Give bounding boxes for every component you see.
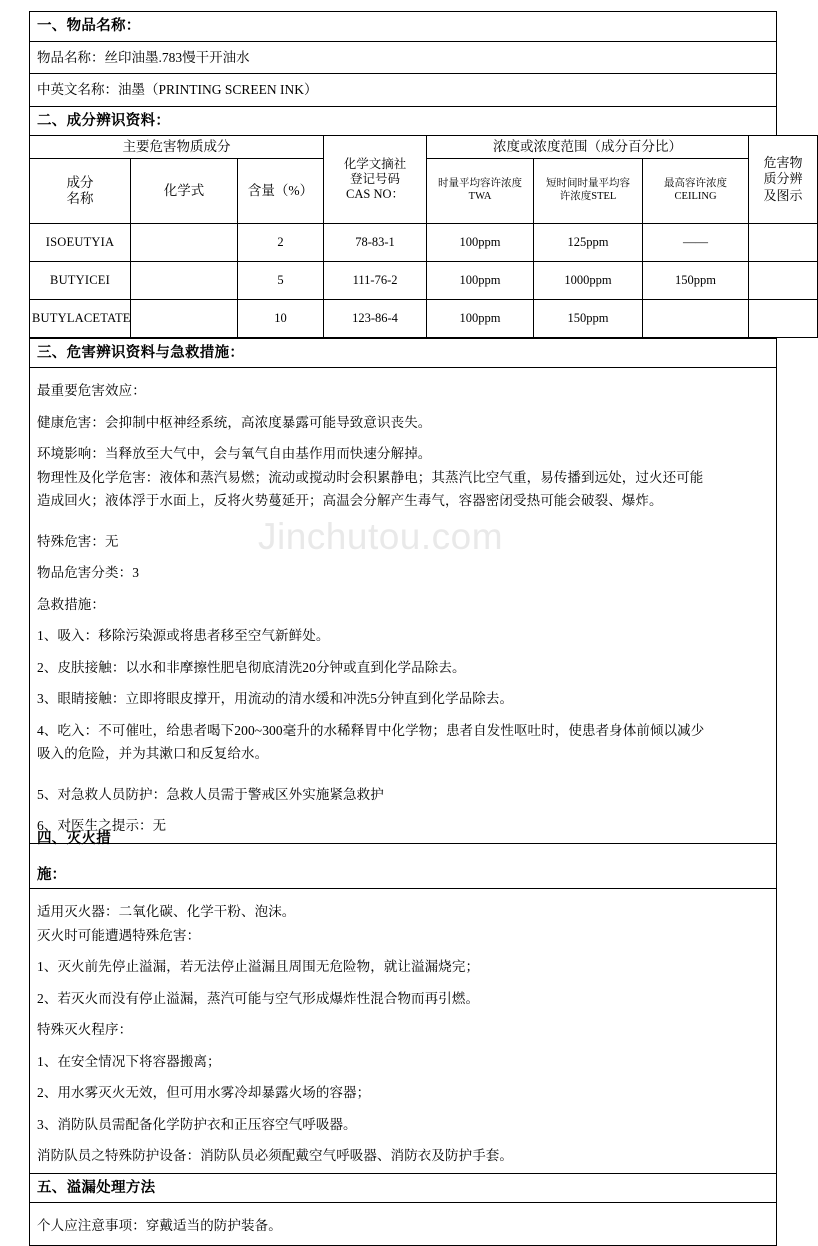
composition-table-block xyxy=(29,135,803,338)
product-name-block xyxy=(29,41,777,74)
table-row xyxy=(30,299,818,337)
spacer xyxy=(37,761,769,788)
special-firefighting-procedure-label: 特殊灭火程序： xyxy=(37,1022,133,1038)
table-header-row-group xyxy=(30,136,818,159)
th-twa-line1: 时量平均容许浓度 xyxy=(438,178,523,190)
cell-component-name: ISOEUTYIA xyxy=(30,223,131,261)
extinguisher-suitable: 适用灭火器：二氧化碳、化学干粉、泡沫。 xyxy=(37,904,296,920)
th-hazard-symbol-line3: 及图示 xyxy=(763,187,803,203)
section-1-heading: 一、物品名称： xyxy=(37,18,141,34)
th-chemical-formula: 化学式 xyxy=(131,158,238,223)
section-4-body xyxy=(29,888,777,1173)
spacer xyxy=(37,1005,769,1023)
cell-ceiling: 150ppm xyxy=(643,261,749,299)
cell-hazard-symbol xyxy=(749,223,818,261)
spacer xyxy=(37,1163,769,1167)
first-aid-responder-protection: 5、对急救人员防护：急救人员需于警戒区外实施紧急救护 xyxy=(37,786,384,802)
firefighting-procedure-3: 3、消防队员需配备化学防护衣和正压容空气呼吸器。 xyxy=(37,1116,357,1132)
section-4-heading-block xyxy=(29,830,777,889)
product-name: 物品名称：丝印油墨.783慢干开油水 xyxy=(37,49,250,65)
cell-stel: 125ppm xyxy=(534,223,643,261)
th-cas-line2: 登记号码 xyxy=(350,171,401,186)
firefighting-hazard-2: 2、若灭火而没有停止溢漏，蒸汽可能与空气形成爆炸性混合物而再引燃。 xyxy=(37,990,480,1006)
firefighting-special-hazards-label: 灭火时可能遭遇特殊危害： xyxy=(37,927,201,943)
cell-twa: 100ppm xyxy=(427,299,534,337)
spacer xyxy=(37,580,769,598)
spacer xyxy=(37,429,769,447)
section-3-body xyxy=(29,367,777,843)
th-concentration-range: 浓度或浓度范围（成分百分比） xyxy=(427,136,749,159)
page-watermark: Jinchutou.com xyxy=(258,516,504,557)
spacer xyxy=(37,548,769,566)
th-component-name-line1: 成分 xyxy=(66,175,94,190)
first-aid-ingestion-line1: 4、吃入：不可催吐，给患者喝下200~300毫升的水稀释胃中化学物；患者自发性呕吐时，使患者身体前倾以减少 xyxy=(37,722,705,738)
firefighting-hazard-1: 1、灭火前先停止溢漏，若无法停止溢漏且周围无危险物，就让溢漏烧完； xyxy=(37,959,480,975)
spacer xyxy=(37,611,769,629)
first-aid-ingestion-line2: 吸入的危险，并为其漱口和反复给水。 xyxy=(37,746,269,762)
first-aid-skin: 2、皮肤接触：以水和非摩擦性肥皂彻底清洗20分钟或直到化学品除去。 xyxy=(37,659,466,675)
th-content-percent: 含量（%） xyxy=(238,158,324,223)
spacer xyxy=(37,1131,769,1149)
section-3-heading: 三、危害辨识资料与急救措施： xyxy=(37,344,245,361)
section-5-body xyxy=(29,1202,777,1246)
cell-twa: 100ppm xyxy=(427,223,534,261)
cell-twa: 100ppm xyxy=(427,261,534,299)
first-aid-inhalation: 1、吸入：移除污染源或将患者移至空气新鲜处。 xyxy=(37,628,330,644)
section-4-heading-clip xyxy=(30,830,776,867)
cell-ceiling xyxy=(643,299,749,337)
th-ceiling-line2: CEILING xyxy=(674,190,717,202)
hazard-environment: 环境影响：当释放至大气中，会与氧气自由基作用而快速分解掉。 xyxy=(37,446,432,462)
spacer xyxy=(37,1068,769,1086)
cell-hazard-symbol xyxy=(749,261,818,299)
cell-content: 5 xyxy=(238,261,324,299)
firefighting-procedure-1: 1、在安全情况下将容器搬离； xyxy=(37,1053,221,1069)
cell-content: 2 xyxy=(238,223,324,261)
th-cas-line3: CAS NO： xyxy=(346,186,405,201)
section-2-heading-block xyxy=(29,106,777,136)
first-aid-eyes: 3、眼睛接触：立即将眼皮撑开，用流动的清水缓和冲洗5分钟直到化学品除去。 xyxy=(37,691,514,707)
spacer xyxy=(37,974,769,992)
spacer xyxy=(37,508,769,535)
th-stel-line1: 短时间时量平均容 xyxy=(546,178,631,190)
section-2-heading: 二、成分辨识资料： xyxy=(37,112,171,129)
spacer xyxy=(37,942,769,960)
section-5-heading-block xyxy=(29,1173,777,1203)
th-cas-number xyxy=(324,136,427,224)
section-4-heading-continued: 施： xyxy=(37,866,66,883)
table-row xyxy=(30,261,818,299)
cell-component-name: BUTYLACETATE xyxy=(30,299,131,337)
firefighting-procedure-2: 2、用水雾灭火无效，但可用水雾冷却暴露火场的容器； xyxy=(37,1085,371,1101)
section-1-heading-block xyxy=(29,11,777,41)
cell-chemical-formula xyxy=(131,223,238,261)
cn-en-name-block xyxy=(29,73,777,106)
cell-cas: 111-76-2 xyxy=(324,261,427,299)
table-row xyxy=(30,223,818,261)
section-4-heading-clipped: 四、灭火措 xyxy=(37,830,111,847)
cell-component-name: BUTYICEI xyxy=(30,261,131,299)
spacer xyxy=(37,398,769,416)
section-5-heading: 五、溢漏处理方法 xyxy=(37,1179,156,1196)
th-component-name-line2: 名称 xyxy=(66,190,94,206)
cn-en-name: 中英文名称：油墨（PRINTING SCREEN INK） xyxy=(37,82,318,97)
th-stel-line2: 许浓度STEL xyxy=(559,190,617,202)
th-twa-line2: TWA xyxy=(468,190,492,202)
hazard-physical-chemical-line1: 物理性及化学危害：液体和蒸汽易燃；流动或搅动时会积累静电；其蒸汽比空气重，易传播到远处，过火还可能 xyxy=(37,469,704,485)
spacer xyxy=(37,1100,769,1118)
spacer xyxy=(37,706,769,724)
first-aid-label: 急救措施： xyxy=(37,596,105,612)
spacer xyxy=(37,801,769,819)
spacer xyxy=(37,643,769,661)
th-main-hazard-components: 主要危害物质成分 xyxy=(30,136,324,159)
cell-stel: 150ppm xyxy=(534,299,643,337)
cell-cas: 78-83-1 xyxy=(324,223,427,261)
th-ceiling-line1: 最高容许浓度 xyxy=(664,178,728,190)
section-3-heading-block xyxy=(29,338,777,368)
th-ceiling xyxy=(643,158,749,223)
spill-personal-precautions: 个人应注意事项：穿戴适当的防护装备。 xyxy=(37,1218,282,1234)
spacer xyxy=(37,1037,769,1055)
firefighter-protective-equipment: 消防队员之特殊防护设备：消防队员必须配戴空气呼吸器、消防衣及防护手套。 xyxy=(37,1148,513,1164)
th-twa xyxy=(427,158,534,223)
th-hazard-symbol xyxy=(749,136,818,224)
hazard-special: 特殊危害：无 xyxy=(37,533,119,549)
cell-stel: 1000ppm xyxy=(534,261,643,299)
spacer xyxy=(37,674,769,692)
spacer xyxy=(37,374,769,384)
composition-table xyxy=(29,135,818,338)
cell-hazard-symbol xyxy=(749,299,818,337)
th-hazard-symbol-line1: 危害物 xyxy=(763,155,803,171)
hazard-health: 健康危害：会抑制中枢神经系统，高浓度暴露可能导致意识丧失。 xyxy=(37,414,432,430)
spacer xyxy=(37,833,769,837)
cell-cas: 123-86-4 xyxy=(324,299,427,337)
cell-ceiling: —— xyxy=(643,223,749,261)
hazard-classification: 物品危害分类：3 xyxy=(37,565,140,581)
th-component-name xyxy=(30,158,131,223)
msds-document xyxy=(29,11,803,1246)
cell-content: 10 xyxy=(238,299,324,337)
first-aid-note-to-physician: 6、对医生之提示：无 xyxy=(37,818,167,834)
cell-chemical-formula xyxy=(131,261,238,299)
th-cas-line1: 化学文摘社 xyxy=(343,156,407,171)
hazard-most-important-label: 最重要危害效应： xyxy=(37,383,146,399)
cell-chemical-formula xyxy=(131,299,238,337)
hazard-physical-chemical-line2: 造成回火；液体浮于水面上，反将火势蔓延开；高温会分解产生毒气，容器密闭受热可能会破裂、爆炸。 xyxy=(37,493,663,509)
th-stel xyxy=(534,158,643,223)
th-hazard-symbol-line2: 质分辨 xyxy=(763,171,803,187)
